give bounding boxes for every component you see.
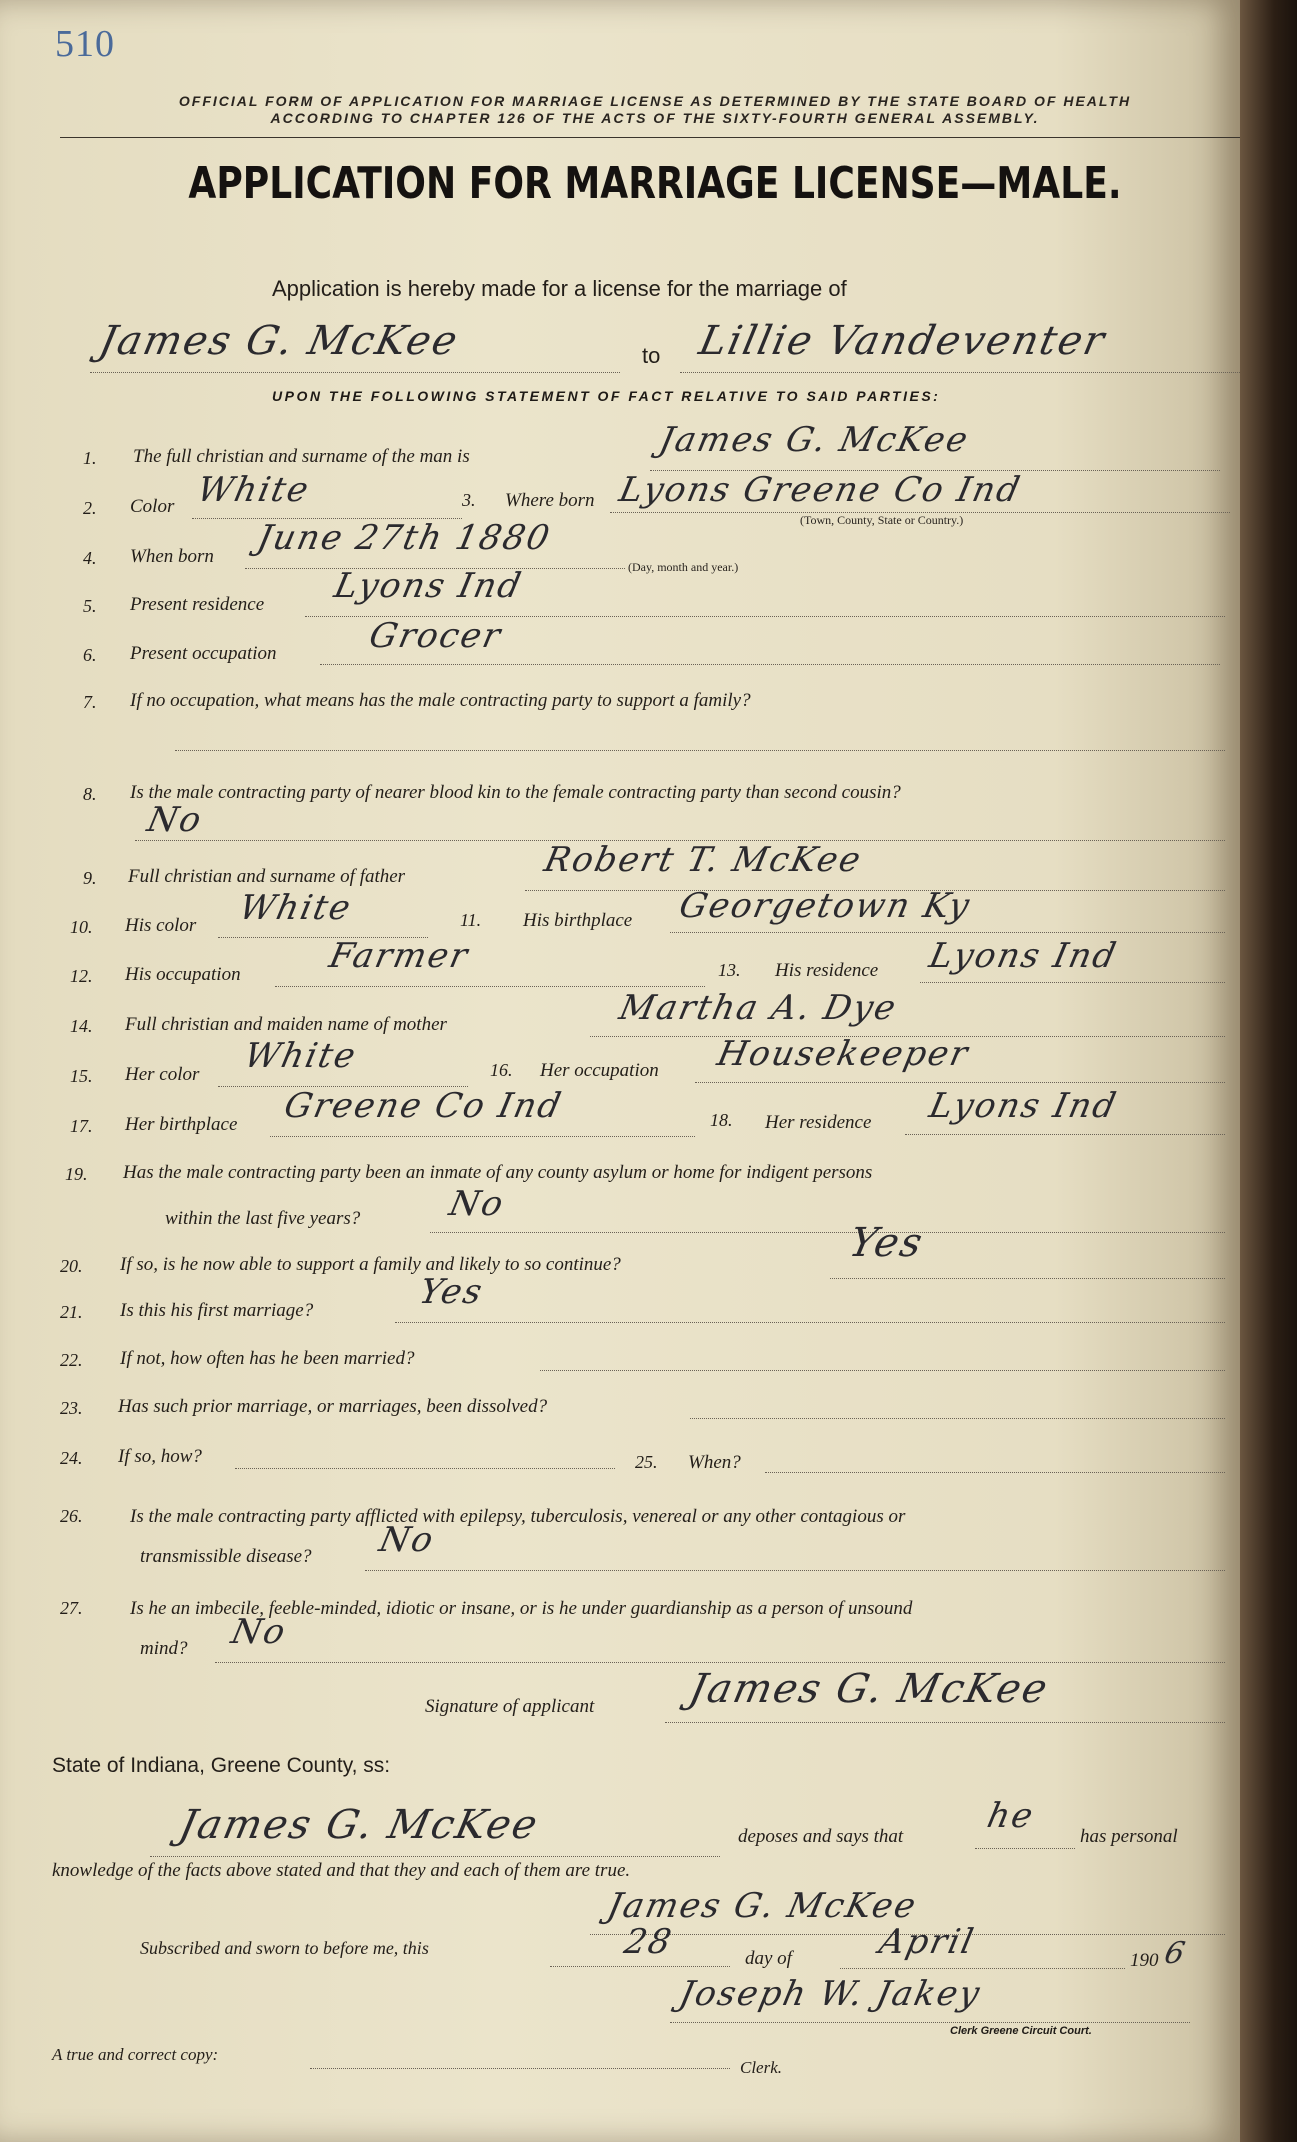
intro-to: to <box>642 343 661 368</box>
state-county: State of Indiana, Greene County, ss: <box>52 1754 391 1777</box>
item-number-20: 20. <box>60 1256 83 1276</box>
field-value-her-birthplace: Greene Co Ind <box>280 1086 567 1126</box>
item-number-19: 19. <box>65 1164 88 1184</box>
affiant-name-handwritten: James G. McKee <box>175 1802 544 1848</box>
sworn-day-line <box>550 1966 730 1967</box>
field-line-23 <box>690 1418 1225 1419</box>
true-copy-line <box>310 2068 730 2069</box>
item-number-10: 10. <box>70 917 93 937</box>
field-line-17 <box>270 1136 695 1137</box>
field-line-6 <box>320 664 1220 665</box>
field-line-11 <box>670 932 1225 933</box>
field-line-12 <box>275 986 705 987</box>
upon-statement: UPON THE FOLLOWING STATEMENT OF FACT RELATIVE TO SAID PARTIES: <box>272 388 941 404</box>
field-value-color: White <box>193 470 314 510</box>
field-line-22 <box>540 1370 1225 1371</box>
field-label-first-marriage: Is this his first marriage? <box>120 1300 314 1321</box>
item-number-4: 4. <box>83 548 97 568</box>
field-value-asylum: No <box>445 1184 509 1224</box>
field-label-asylum-b: within the last five years? <box>165 1208 361 1229</box>
applicant-signature: James G. McKee <box>685 1666 1054 1712</box>
field-value-father: Robert T. McKee <box>540 840 866 880</box>
field-label-present-occupation: Present occupation <box>130 643 277 664</box>
field-hint-when-born: (Day, month and year.) <box>628 560 739 574</box>
item-number-17: 17. <box>70 1116 93 1136</box>
field-value-her-color: White <box>240 1036 361 1076</box>
item-number-2: 2. <box>83 498 97 518</box>
field-label-when: When? <box>688 1452 741 1473</box>
field-value-first-marriage: Yes <box>415 1272 488 1312</box>
field-label-unsound-b: mind? <box>140 1638 188 1659</box>
field-value-his-color: White <box>235 888 356 928</box>
field-hint-where-born: (Town, County, State or Country.) <box>800 513 964 527</box>
page-number: 510 <box>55 23 115 65</box>
item-number-9: 9. <box>83 868 97 888</box>
item-number-27: 27. <box>60 1598 83 1618</box>
item-number-13: 13. <box>718 960 741 980</box>
field-line-26 <box>365 1570 1225 1571</box>
clerk-title: Clerk Greene Circuit Court. <box>950 2025 1092 2037</box>
field-value-where-born: Lyons Greene Co Ind <box>615 470 1025 510</box>
field-label-able-support: If so, is he now able to support a family and likely to so continue? <box>120 1254 621 1275</box>
field-line-25 <box>765 1472 1225 1473</box>
field-line-7 <box>175 750 1225 751</box>
field-label-his-birthplace: His birthplace <box>523 910 633 931</box>
field-line-19 <box>430 1232 1225 1233</box>
official-line-1: OFFICIAL FORM OF APPLICATION FOR MARRIAGE LICENSE AS DETERMINED BY THE STATE BOARD OF HEALTH <box>178 93 1132 109</box>
item-number-15: 15. <box>70 1066 93 1086</box>
groom-line <box>90 372 620 373</box>
year-prefix: 190 <box>1130 1950 1159 1971</box>
field-label-where-born: Where born <box>505 490 595 511</box>
field-line-27 <box>215 1662 1225 1663</box>
field-value-full-name: James G. McKee <box>655 420 973 460</box>
official-line-2: ACCORDING TO CHAPTER 126 OF THE ACTS OF THE SIXTY-FOURTH GENERAL ASSEMBLY. <box>270 110 1040 126</box>
clerk-label: Clerk. <box>740 2058 783 2077</box>
groom-name-handwritten: James G. McKee <box>95 318 464 364</box>
item-number-16: 16. <box>490 1060 513 1080</box>
pronoun-line <box>975 1848 1075 1849</box>
item-number-3: 3. <box>462 490 476 510</box>
field-label-his-occupation: His occupation <box>125 964 241 985</box>
signature-line <box>665 1722 1225 1723</box>
field-value-unsound: No <box>227 1612 291 1652</box>
item-number-18: 18. <box>710 1110 733 1130</box>
field-value-present-residence: Lyons Ind <box>330 566 527 606</box>
item-number-6: 6. <box>83 645 97 665</box>
intro-text: Application is hereby made for a license for the marriage of <box>272 276 847 301</box>
has-personal-label: has personal <box>1080 1826 1178 1847</box>
header-rule <box>60 137 1240 138</box>
subscribed-label: Subscribed and sworn to before me, this <box>140 1938 429 1958</box>
field-value-his-birthplace: Georgetown Ky <box>675 886 975 926</box>
field-label-mother: Full christian and maiden name of mother <box>125 1014 447 1035</box>
field-value-present-occupation: Grocer <box>365 616 506 656</box>
field-label-his-color: His color <box>125 915 197 936</box>
field-line-20 <box>830 1278 1225 1279</box>
field-line-13 <box>920 982 1225 983</box>
item-number-25: 25. <box>635 1452 658 1472</box>
field-label-her-color: Her color <box>125 1064 200 1085</box>
clerk-signature-handwritten: Joseph W. Jakey <box>675 1974 985 2014</box>
field-label-how-often: If not, how often has he been married? <box>120 1348 415 1369</box>
field-value-blood-kin: No <box>143 800 207 840</box>
field-label-if-so-how: If so, how? <box>118 1446 202 1467</box>
field-line-18 <box>905 1134 1225 1135</box>
true-copy-label: A true and correct copy: <box>52 2045 219 2064</box>
field-line-24 <box>235 1468 615 1469</box>
affidavit-signature-handwritten: James G. McKee <box>603 1886 921 1926</box>
field-value-her-occupation: Housekeeper <box>713 1034 973 1074</box>
field-line-16 <box>695 1082 1225 1083</box>
field-value-when-born: June 27th 1880 <box>253 518 555 558</box>
sworn-month-line <box>840 1968 1125 1969</box>
item-number-22: 22. <box>60 1350 83 1370</box>
field-label-no-occupation: If no occupation, what means has the male contracting party to support a family? <box>130 690 751 711</box>
item-number-24: 24. <box>60 1448 83 1468</box>
field-label-her-residence: Her residence <box>765 1112 872 1133</box>
field-line-21 <box>395 1322 1225 1323</box>
item-number-8: 8. <box>83 784 97 804</box>
field-label-disease-a: Is the male contracting party afflicted with epilepsy, tuberculosis, venereal or any other contagious or <box>130 1506 906 1527</box>
item-number-14: 14. <box>70 1016 93 1036</box>
item-number-23: 23. <box>60 1398 83 1418</box>
form-title: APPLICATION FOR MARRIAGE LICENSE—MALE. <box>188 158 1122 209</box>
field-label-her-birthplace: Her birthplace <box>125 1114 238 1135</box>
knowledge-statement: knowledge of the facts above stated and that they and each of them are true. <box>52 1860 631 1881</box>
field-label-asylum-a: Has the male contracting party been an inmate of any county asylum or home for indigent persons <box>123 1162 873 1183</box>
field-label-disease-b: transmissible disease? <box>140 1546 312 1567</box>
day-of-label: day of <box>745 1948 792 1969</box>
field-value-his-residence: Lyons Ind <box>925 936 1122 976</box>
clerk-signature-line <box>670 2022 1190 2023</box>
field-value-able-support: Yes <box>845 1220 929 1266</box>
field-label-full-name: The full christian and surname of the man is <box>133 446 470 467</box>
bride-name-handwritten: Lillie Vandeventer <box>695 318 1111 364</box>
deposes-label: deposes and says that <box>738 1826 904 1847</box>
affiant-line <box>150 1856 720 1857</box>
field-label-father: Full christian and surname of father <box>128 866 406 887</box>
item-number-26: 26. <box>60 1506 83 1526</box>
field-value-mother: Martha A. Dye <box>615 988 901 1028</box>
item-number-11: 11. <box>460 910 482 930</box>
official-form-notice <box>60 93 1250 127</box>
item-number-21: 21. <box>60 1302 83 1322</box>
field-label-his-residence: His residence <box>775 960 879 981</box>
signature-label: Signature of applicant <box>425 1696 595 1717</box>
field-value-his-occupation: Farmer <box>325 936 473 976</box>
field-label-blood-kin: Is the male contracting party of nearer blood kin to the female contracting party than second cousin? <box>130 782 901 803</box>
item-number-1: 1. <box>83 448 97 468</box>
affiant-pronoun-handwritten: he <box>983 1796 1039 1836</box>
field-label-when-born: When born <box>130 546 214 567</box>
item-number-5: 5. <box>83 596 97 616</box>
field-label-color: Color <box>130 496 175 517</box>
field-label-dissolved: Has such prior marriage, or marriages, been dissolved? <box>118 1396 548 1417</box>
field-value-disease: No <box>375 1520 439 1560</box>
field-label-her-occupation: Her occupation <box>540 1060 659 1081</box>
sworn-day-handwritten: 28 <box>620 1922 677 1962</box>
book-spine <box>1240 0 1297 2142</box>
field-value-her-residence: Lyons Ind <box>925 1086 1122 1126</box>
field-label-present-residence: Present residence <box>130 594 265 615</box>
field-label-unsound-a: Is he an imbecile, feeble-minded, idiotic or insane, or is he under guardianship as a person of unsound <box>130 1598 913 1619</box>
bride-line <box>680 372 1240 373</box>
sworn-month-handwritten: April <box>875 1922 979 1962</box>
item-number-12: 12. <box>70 966 93 986</box>
sworn-year-handwritten: 6 <box>1161 1936 1190 1971</box>
item-number-7: 7. <box>83 692 97 712</box>
